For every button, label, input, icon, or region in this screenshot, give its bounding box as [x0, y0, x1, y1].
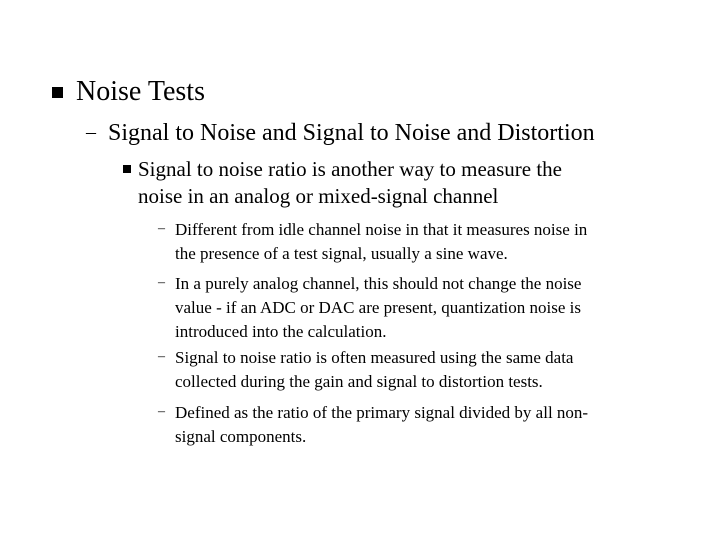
list-item-line: the presence of a test signal, usually a sine wave. — [175, 244, 508, 263]
dash-bullet-icon: – — [158, 404, 165, 419]
level3-line-1: Signal to noise ratio is another way to measure the — [138, 157, 562, 181]
list-item-line: collected during the gain and signal to distortion tests. — [175, 372, 543, 391]
square-bullet-icon — [52, 87, 63, 98]
list-item-line: value - if an ADC or DAC are present, quantization noise is — [175, 298, 582, 317]
dash-bullet-icon: – — [86, 121, 96, 143]
dash-bullet-icon: – — [158, 349, 165, 364]
level3-line-2: noise in an analog or mixed-signal channel — [138, 184, 499, 208]
square-bullet-icon — [123, 165, 131, 173]
list-item-line: Different from idle channel noise in that it measures noise in — [175, 220, 588, 239]
dash-bullet-icon: – — [158, 221, 165, 236]
level1-heading: Noise Tests — [76, 76, 205, 107]
list-item-line: In a purely analog channel, this should not change the noise — [175, 274, 582, 293]
level2-heading: Signal to Noise and Signal to Noise and Distortion — [108, 120, 595, 146]
dash-bullet-icon: – — [158, 275, 165, 290]
list-item-line: introduced into the calculation. — [175, 322, 387, 341]
list-item-line: Signal to noise ratio is often measured using the same data — [175, 348, 574, 367]
list-item-line: Defined as the ratio of the primary signal divided by all non- — [175, 403, 589, 422]
list-item-line: signal components. — [175, 427, 307, 446]
